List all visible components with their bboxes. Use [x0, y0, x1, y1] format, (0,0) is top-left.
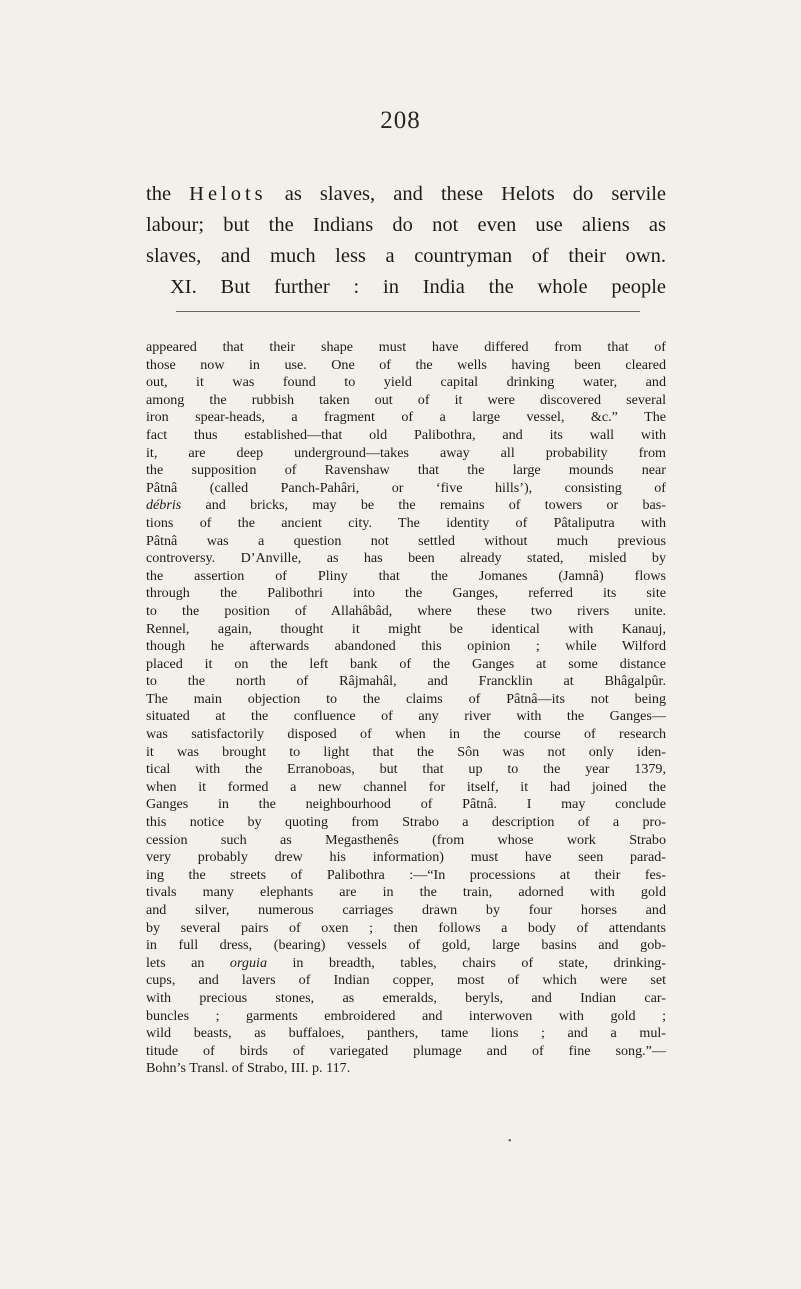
- footnote-line: tical with the Erranoboas, but that up to the year 1379,: [146, 761, 666, 778]
- footnote-line: this notice by quoting from Strabo a description of a pro-: [146, 814, 666, 831]
- footnote-line: placed it on the left bank of the Ganges at some distance: [146, 655, 666, 672]
- footnote-line: Bohn’s Transl. of Strabo, III. p. 117.: [146, 1060, 351, 1077]
- footnote-line: situated at the confluence of any river with the Ganges—: [146, 708, 666, 725]
- main-text-line: the Helots as slaves, and these Helots do servile: [146, 183, 667, 205]
- page-number: 208: [380, 107, 421, 134]
- footnote-line: very probably drew his information) must have seen parad-: [146, 849, 666, 866]
- footnote-line: among the rubbish taken out of it were discovered several: [146, 391, 666, 408]
- footnote-line: though he afterwards abandoned this opinion ; while Wilford: [146, 638, 666, 655]
- footnote-divider: [176, 311, 640, 312]
- footnote-line: with precious stones, as emeralds, beryls, and Indian car-: [146, 989, 666, 1006]
- footnote-line: buncles ; garments embroidered and interwoven with gold ;: [146, 1007, 666, 1024]
- footnote-line: Pâtnâ was a question not settled without much previous: [146, 532, 666, 549]
- footnote-line: was satisfactorily disposed of when in the course of research: [146, 726, 666, 743]
- main-text-line: slaves, and much less a countryman of their own.: [146, 245, 666, 267]
- footnote-line: to the position of Allahâbâd, where these two rivers unite.: [146, 602, 666, 619]
- footnote-line: the assertion of Pliny that the Jomanes (Jamnâ) flows: [146, 567, 666, 584]
- footnote-line: when it formed a new channel for itself, it had joined the: [146, 778, 666, 795]
- helots-spaced-word: Helots: [189, 183, 267, 205]
- footnote-line: Ganges in the neighbourhood of Pâtnâ. I may conclude: [146, 796, 666, 813]
- stray-mark: •: [508, 1136, 512, 1147]
- footnote-line: out, it was found to yield capital drinking water, and: [146, 374, 666, 391]
- footnote-line: ing the streets of Palibothra :—“In processions at their fes-: [146, 866, 666, 883]
- main-text-line: labour; but the Indians do not even use aliens as: [146, 214, 666, 236]
- footnote-line: it, are deep underground—takes away all probability from: [146, 444, 666, 461]
- footnote-line: in full dress, (bearing) vessels of gold, large basins and gob-: [146, 937, 666, 954]
- footnote-line: cession such as Megasthenês (from whose work Strabo: [146, 831, 666, 848]
- footnote-line: it was brought to light that the Sôn was not only iden-: [146, 743, 666, 760]
- footnote-line: those now in use. One of the wells having been cleared: [146, 356, 666, 373]
- footnote-line: the supposition of Ravenshaw that the large mounds near: [146, 462, 666, 479]
- footnote-line: and silver, numerous carriages drawn by four horses and: [146, 902, 666, 918]
- footnote-line: appeared that their shape must have differed from that of: [146, 339, 666, 355]
- footnote-line: The main objection to the claims of Pâtnâ—its not being: [146, 690, 666, 707]
- italic-word: débris: [146, 497, 182, 514]
- footnote: [146, 339, 666, 1078]
- italic-word: orguia: [229, 954, 267, 971]
- footnote-line: through the Palibothri into the Ganges, referred its site: [146, 585, 666, 602]
- footnote-line: by several pairs of oxen ; then follows a body of attendants: [146, 919, 666, 936]
- main-text-line: XI. But further : in India the whole people: [170, 276, 666, 298]
- footnote-line: tions of the ancient city. The identity of Pâtaliputra with: [146, 514, 666, 531]
- footnote-line: Rennel, again, thought it might be identical with Kanauj,: [146, 620, 666, 637]
- footnote-line: tivals many elephants are in the train, adorned with gold: [146, 884, 666, 901]
- footnote-line: Pâtnâ (called Panch-Pahâri, or ‘five hills’), consisting of: [146, 479, 666, 496]
- footnote-line: wild beasts, as buffaloes, panthers, tame lions ; and a mul-: [146, 1025, 666, 1042]
- footnote-line: controversy. D’Anville, as has been already stated, misled by: [146, 550, 666, 567]
- main-text: [146, 179, 666, 303]
- footnote-line: lets an orguia in breadth, tables, chairs of state, drinking-: [146, 954, 666, 971]
- footnote-line: to the north of Râjmahâl, and Francklin at Bhâgalpûr.: [146, 673, 666, 690]
- footnote-line: fact thus established—that old Palibothra, and its wall with: [146, 426, 666, 443]
- footnote-line: titude of birds of variegated plumage and of fine song.”—: [146, 1042, 666, 1059]
- footnote-line: iron spear-heads, a fragment of a large vessel, &c.” The: [146, 409, 666, 426]
- footnote-line: cups, and lavers of Indian copper, most of which were set: [146, 972, 666, 989]
- footnote-line: débris and bricks, may be the remains of towers or bas-: [146, 497, 666, 514]
